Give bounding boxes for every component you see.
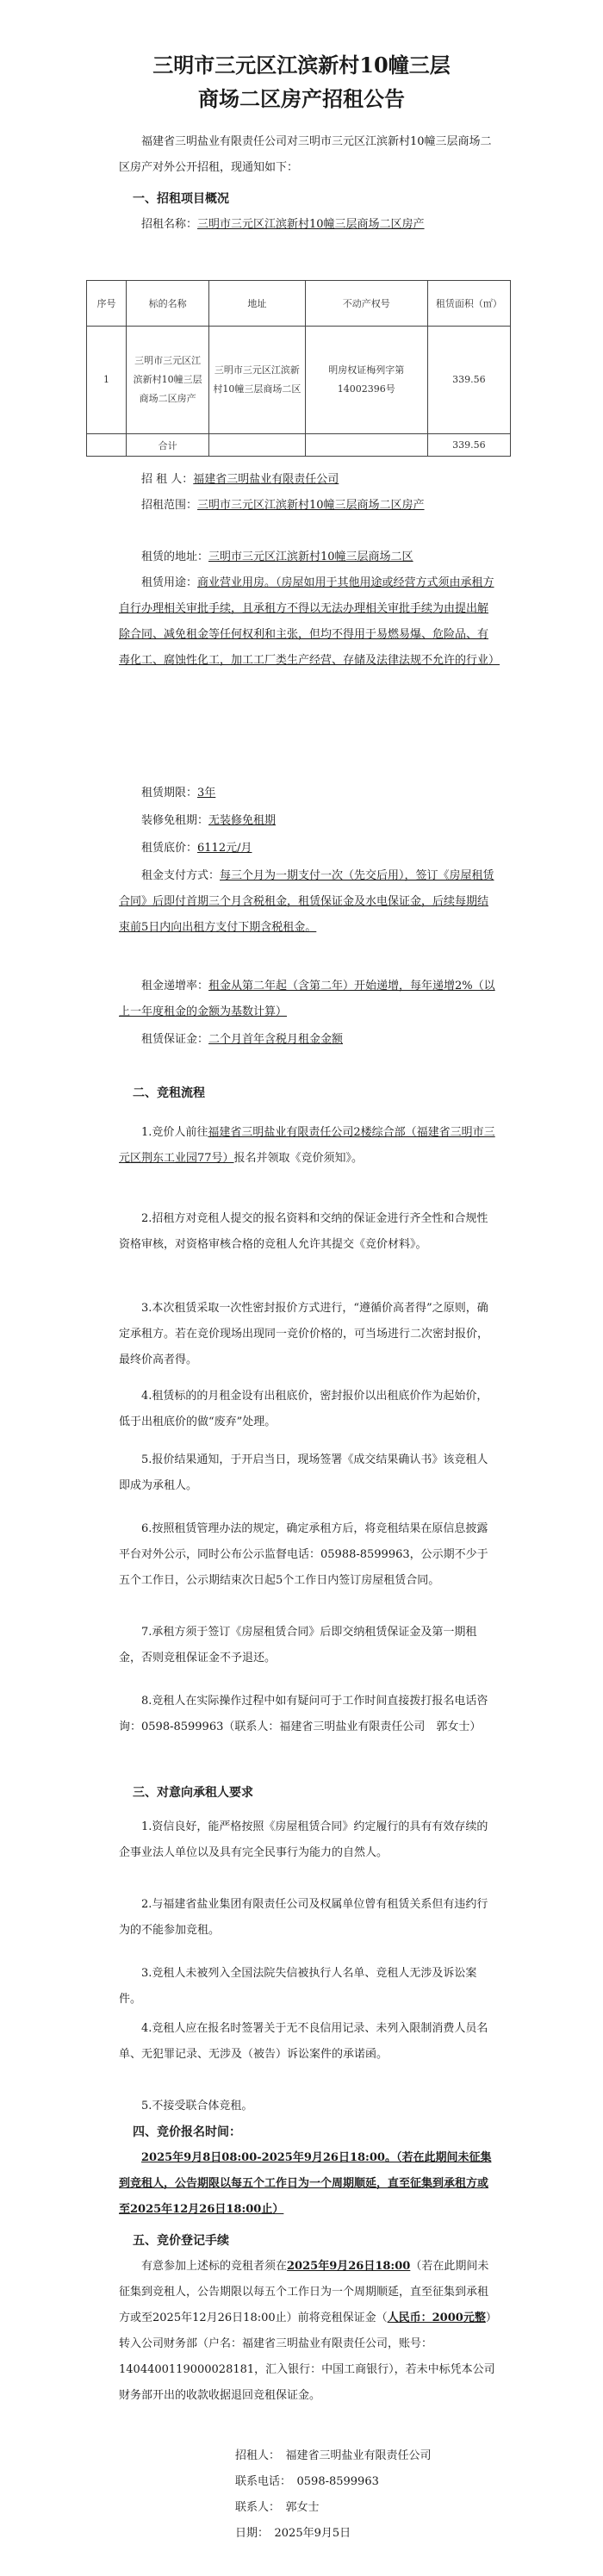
use-row [119,570,498,674]
section-2-heading: 二、竞租流程 [133,1086,205,1100]
table-cell: 三明市三元区江滨新村10幢三层商场二区房产 [127,327,209,434]
term-value: 3年 [197,787,216,800]
table-cell [209,434,305,457]
item-name-row [119,212,498,238]
address-value: 三明市三元区江滨新村10幢三层商场二区 [208,551,413,563]
section-4-heading: 四、竞价报名时间： [133,2125,241,2139]
address-row [119,544,498,570]
lessor-row [119,467,498,493]
registration-period: 2025年9月8日08:00-2025年9月26日18:00。（若在此期间未征集到竞租人，公告期限以每五个工作日为一个周期顺延，直至征集到承租方或至2025年12月26日18:00止） [119,2151,492,2216]
process-item-1 [119,1120,498,1172]
process-item-1-tail: 报名并领取《竞价须知》。 [233,1152,364,1165]
requirement-item-4: 4.竞租人应在报名时签署关于无不良信用记录、未列入限制消费人员名单、无犯罪记录、无涉及（被告）诉讼案件的承诺函。 [119,2022,488,2061]
table-row [87,327,511,434]
reserve-price-label: 租赁底价： [141,842,198,855]
signature-contact: 联系人： 郭女士 [235,2501,320,2514]
item-name-value: 三明市三元区江滨新村10幢三层商场二区房产 [197,218,425,231]
table-cell: 1 [87,327,127,434]
signature-lessor: 招租人： 福建省三明盐业有限责任公司 [235,2449,432,2462]
table-cell: 明房权证梅列字第14002396号 [305,327,427,434]
intro-paragraph: 福建省三明盐业有限责任公司对三明市三元区江滨新村10幢三层商场二区房产对外公开招租，现通知如下： [119,135,492,174]
table-cell: 339.56 [427,327,510,434]
table-cell: 三明市三元区江滨新村10幢三层商场二区 [209,327,305,434]
increase-value: 租金从第二年起（含第二年）开始递增，每年递增2%（以上一年度租金的金额为基数计算） [119,980,495,1018]
table-header-cell: 地址 [209,281,305,327]
reserve-price-row [119,836,498,862]
term-row [119,781,498,806]
process-item-1-text: 1.竞价人前往 [141,1126,208,1139]
rental-table [86,280,511,457]
scope-row [119,493,498,519]
process-item-2: 2.招租方对竞租人提交的报名资料和交纳的保证金进行齐全性和合规性资格审核，对资格审核合格的竞租人允许其提交《竞价材料》。 [119,1212,488,1251]
increase-row [119,974,498,1025]
item-name-label: 招租名称： [141,218,198,231]
table-total-row [87,434,511,457]
deposit-label: 租赁保证金： [141,1033,209,1046]
deposit-row [119,1027,498,1053]
use-label: 租赁用途： [141,576,198,589]
section-3-heading: 三、对意向承租人要求 [133,1786,253,1800]
payment-label: 租金支付方式： [141,869,221,882]
payment-row [119,863,498,941]
table-cell [305,434,427,457]
term-label: 租赁期限： [141,787,198,800]
registration-procedure [119,2254,498,2409]
procedure-text-3: ）转入公司财务部（户名：福建省三明盐业有限责任公司，账号：1404400119000028181，汇入银行：中国工商银行），若未中标凭本公司财务部开出的收款收据退回竞租保证金。 [119,2312,497,2402]
process-item-5: 5.报价结果通知，于开启当日，现场签署《成交结果确认书》该竞租人即成为承租人。 [119,1453,488,1492]
table-cell [87,434,127,457]
address-label: 租赁的地址： [141,551,209,563]
process-item-4: 4.租赁标的的月租金设有出租底价，密封报价以出租底价作为起始价，低于出租底价的做“废弃”处理。 [119,1390,488,1428]
requirement-item-5: 5.不接受联合体竞租。 [141,2100,253,2112]
table-header-row [87,281,511,327]
registration-location: 福建省三明盐业有限责任公司2楼综合部（福建省三明市三元区荆东工业园77号） [119,1126,495,1165]
registration-deadline: 2025年9月26日18:00 [287,2260,411,2273]
scope-value: 三明市三元区江滨新村10幢三层商场二区房产 [197,499,425,512]
table-total-label: 合计 [127,434,209,457]
process-item-7: 7.承租方须于签订《房屋租赁合同》后即交纳租赁保证金及第一期租金，否则竞租保证金不予退还。 [119,1626,477,1664]
scope-label: 招租范围： [141,499,198,512]
deposit-value: 二个月首年含税月租金金额 [208,1033,344,1046]
reserve-price-value: 6112元/月 [197,842,252,855]
lessor-value: 福建省三明盐业有限责任公司 [193,473,339,486]
title-line-2: 商场二区房产招租公告 [198,86,405,111]
requirement-item-3: 3.竞租人未被列入全国法院失信被执行人名单、竞租人无涉及诉讼案件。 [119,1967,477,2006]
section-5-heading: 五、竞价登记手续 [133,2234,229,2248]
procedure-text-2: （若在此期间未征集到竞租人，公告期限以每五个工作日为一个周期顺延，直至征集到承租方或至2025年12月26日18:00止）前将竞租保证金（ [119,2260,489,2324]
increase-label: 租金递增率： [141,980,209,992]
renovation-row [119,808,498,834]
table-header-cell: 标的名称 [127,281,209,327]
renovation-label: 装修免租期： [141,814,209,827]
requirement-item-1: 1.资信良好，能严格按照《房屋租赁合同》约定履行的具有有效存续的企事业法人单位以及具有完全民事行为能力的自然人。 [119,1820,488,1859]
lessor-label: 招 租 人： [141,473,194,486]
title-line-1: 三明市三元区江滨新村10幢三层 [152,53,451,78]
use-value: 商业营业用房。（房屋如用于其他用途或经营方式须由承租方自行办理相关审批手续，且承租方不得以无法办理相关审批手续为由提出解除合同、减免租金等任何权利和主张，但均不得用于易燃易爆、危险品、有毒化工、腐蚀性化工，加工工厂类生产经营、存储及法律法规不允许的行业） [119,576,500,667]
table-header-cell: 不动产权号 [305,281,427,327]
signature-phone: 联系电话： 0598-8599963 [235,2475,379,2488]
table-total-value: 339.56 [427,434,510,457]
deposit-amount: 人民币：2000元整 [387,2312,486,2324]
table-header-cell: 租赁面积（㎡） [427,281,510,327]
process-item-8: 8.竞租人在实际操作过程中如有疑问可于工作时间直接拨打报名电话咨询：0598-8599963（联系人：福建省三明盐业有限责任公司 郭女士） [119,1695,488,1733]
signature-date: 日期： 2025年9月5日 [235,2527,351,2540]
renovation-value: 无装修免租期 [208,814,277,827]
table-header-cell: 序号 [87,281,127,327]
section-1-heading: 一、招租项目概况 [133,192,229,206]
procedure-text-1: 有意参加上述标的竞租者须在 [141,2260,288,2273]
requirement-item-2: 2.与福建省盐业集团有限责任公司及权属单位曾有租赁关系但有违约行为的不能参加竞租。 [119,1898,488,1937]
process-item-6: 6.按照租赁管理办法的规定，确定承租方后，将竞租结果在原信息披露平台对外公示，同时公布公示监督电话：05988-8599963，公示期不少于五个工作日，公示期结束次日起5个工作日内签订房屋租赁合同。 [119,1522,488,1587]
payment-value: 每三个月为一期支付一次（先交后用），签订《房屋租赁合同》后即付首期三个月含税租金，租赁保证金及水电保证金，后续每期结束前5日内向出租方支付下期含税租金。 [119,869,494,934]
process-item-3: 3.本次租赁采取一次性密封报价方式进行，“遵循价高者得”之原则，确定承租方。若在竞价现场出现同一竞价价格的，可当场进行二次密封报价，最终价高者得。 [119,1302,489,1366]
